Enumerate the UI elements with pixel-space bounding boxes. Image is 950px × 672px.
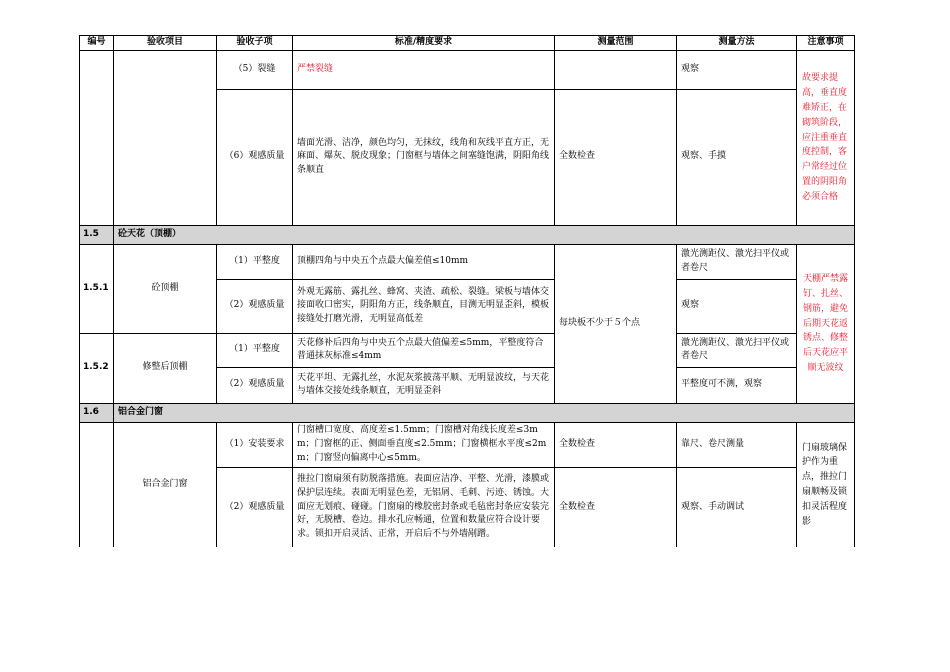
window-notes: 门扇玻璃保护作为重点，推拉门扇顺畅及锁扣灵活程度影 xyxy=(797,422,855,547)
window-install-subitem: （1）安装要求 xyxy=(217,422,293,467)
ceiling-notes: 天棚严禁露钉、扎丝、钢筋，避免后期天花返锈点、修整后天花应平顺无波纹 xyxy=(797,244,855,403)
section-row-1-5 xyxy=(80,225,855,244)
window-item: 铝合金门窗 xyxy=(114,422,217,547)
ceiling-flat-standard: 顶棚四角与中央五个点最大偏差值≤10mm xyxy=(293,244,555,279)
wall-look-range: 全数检查 xyxy=(555,89,677,225)
repaired-flat-subitem: （1）平整度 xyxy=(217,333,293,367)
repaired-look-standard: 天花平坦、无露扎丝，水泥灰浆披荡平顺、无明显波纹，与天花与墙体交接处线条顺直，无明显歪斜 xyxy=(293,367,555,403)
header-item: 验收项目 xyxy=(114,36,217,51)
header-row xyxy=(80,36,855,51)
wall-look-standard: 墙面光滑、洁净，颜色均匀，无抹纹，线角和灰线平直方正，无麻面、爆灰、脱皮现象；门窗框与墙体之间塞缝饱满，阴阳角线条顺直 xyxy=(293,89,555,225)
header-notes: 注意事项 xyxy=(797,36,855,51)
repaired-flat-method: 激光测距仪、激光扫平仪或者卷尺 xyxy=(677,333,797,367)
repaired-number: 1.5.2 xyxy=(80,333,114,403)
wall-crack-range xyxy=(555,50,677,89)
section-number: 1.5 xyxy=(80,225,114,244)
ceiling-number: 1.5.1 xyxy=(80,244,114,333)
section-title: 铝合金门窗 xyxy=(114,403,855,422)
section-row-1-6 xyxy=(80,403,855,422)
ceiling-flat-subitem: （1）平整度 xyxy=(217,244,293,279)
window-look-subitem: （2）观感质量 xyxy=(217,467,293,547)
acceptance-table xyxy=(79,35,855,547)
table-row xyxy=(80,50,855,89)
ceiling-flat-method: 激光测距仪、激光扫平仪或者卷尺 xyxy=(677,244,797,279)
empty-no-cell xyxy=(80,50,114,225)
header-range: 测量范围 xyxy=(555,36,677,51)
ceiling-look-subitem: （2）观感质量 xyxy=(217,279,293,333)
header-method: 测量方法 xyxy=(677,36,797,51)
header-no: 编号 xyxy=(80,36,114,51)
repaired-look-subitem: （2）观感质量 xyxy=(217,367,293,403)
wall-look-method: 观察、手摸 xyxy=(677,89,797,225)
header-subitem: 验收子项 xyxy=(217,36,293,51)
empty-item-cell xyxy=(114,50,217,225)
window-look-range: 全数检查 xyxy=(555,467,677,547)
repaired-look-method: 平整度可不测，观察 xyxy=(677,367,797,403)
wall-notes: 故要求提高，垂直度难矫正，在砌筑阶段，应注重垂直度控制，客户常经过位置的阴阳角必须合格 xyxy=(797,50,855,225)
wall-crack-subitem: （5）裂缝 xyxy=(217,50,293,89)
ceiling-look-method: 观察 xyxy=(677,279,797,333)
window-look-standard: 推拉门窗扇须有防脱落措施。表面应洁净、平整、光滑，漆膜或保护层连续。表面无明显色差，无铝屑、毛刺、污迹、锈蚀。大面应无划痕、碰碰。门窗扇的橡胶密封条或毛毡密封条应安装完好，无脱槽、卷边。排水孔应畅通，位置和数量应符合设计要求。锁扣开启灵活、正常，开启后不与外墙剐蹭。 xyxy=(293,467,555,547)
ceiling-range: 每块板不少于５个点 xyxy=(555,244,677,403)
repaired-item: 修整后顶棚 xyxy=(114,333,217,403)
table-row xyxy=(80,422,855,467)
window-install-range: 全数检查 xyxy=(555,422,677,467)
repaired-flat-standard: 天花修补后四角与中央五个点最大值偏差≤5mm，平整度符合普通抹灰标准≤4mm xyxy=(293,333,555,367)
table-row xyxy=(80,333,855,367)
wall-look-subitem: （6）观感质量 xyxy=(217,89,293,225)
window-install-standard: 门窗槽口宽度、高度差≤1.5mm；门窗槽对角线长度差≤3mm；门窗框的正、侧面垂直度≤2.5mm；门窗横框水平度≤2mm；门窗竖向偏离中心≤5mm。 xyxy=(293,422,555,467)
window-look-method: 观察、手动调试 xyxy=(677,467,797,547)
ceiling-look-standard: 外观无露筋、露扎丝、蜂窝、夹渣、疏松、裂缝。梁板与墙体交接面收口密实，阴阳角方正，线条顺直，目测无明显歪斜，模板接缝处打磨光滑，无明显高低差 xyxy=(293,279,555,333)
header-standard: 标准/精度要求 xyxy=(293,36,555,51)
table-row xyxy=(80,244,855,279)
ceiling-item: 砼顶棚 xyxy=(114,244,217,333)
wall-crack-method: 观察 xyxy=(677,50,797,89)
wall-crack-standard: 严禁裂缝 xyxy=(293,50,555,89)
window-install-method: 靠尺、卷尺测量 xyxy=(677,422,797,467)
section-title: 砼天花（顶棚） xyxy=(114,225,855,244)
empty-no-cell xyxy=(80,422,114,547)
section-number: 1.6 xyxy=(80,403,114,422)
